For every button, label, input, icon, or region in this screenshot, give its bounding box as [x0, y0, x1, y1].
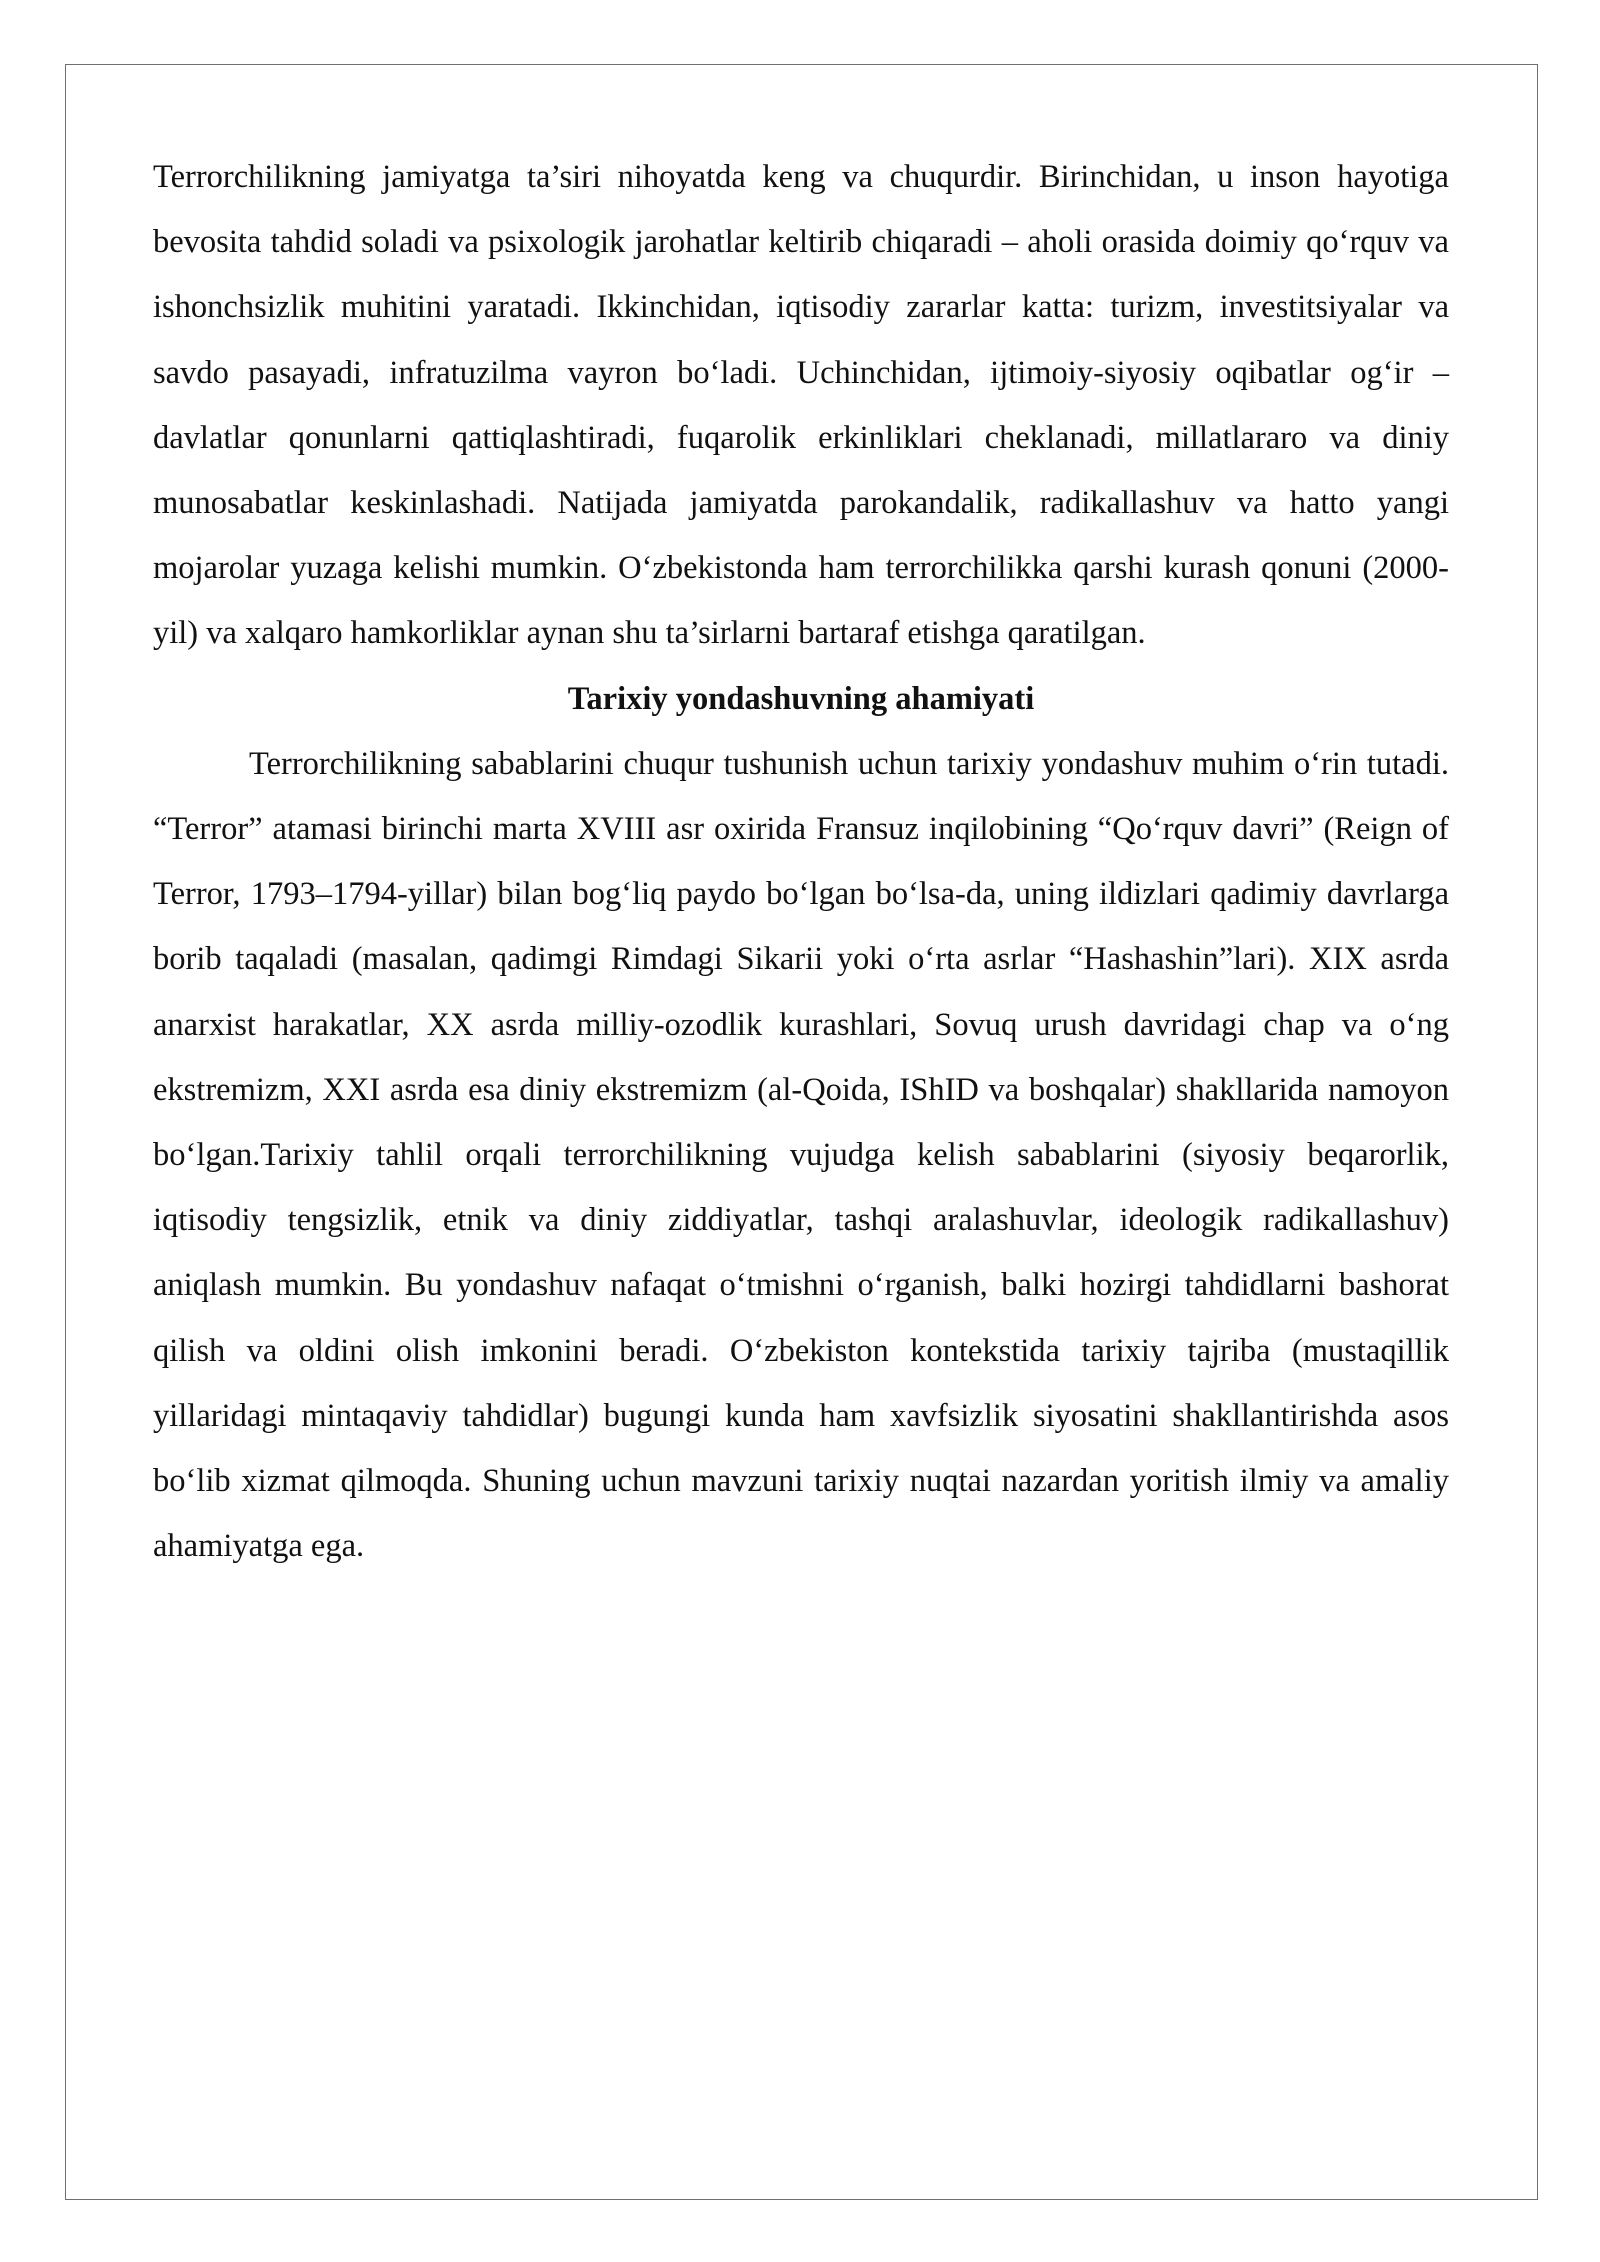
section-heading: Tarixiy yondashuvning ahamiyati	[567, 680, 1035, 717]
paragraph-historical-approach: Terrorchilikning sabablarini chuqur tushunish uchun tarixiy yondashuv muhim o‘rin tutadi. “Terror” atamasi birinchi marta XVIII asr oxirida Fransuz inqilobining “Qo‘rquv davri” (Reign of Terror, 1793–1794-yillar) bilan bog‘liq paydo bo‘lgan bo‘lsa-da, uning ildizlari qadimiy davrlarga borib taqaladi (masalan, qadimgi Rimdagi Sikarii yoki o‘rta asrlar “Hashashin”lari). XIX asrda anarxist harakatlar, XX asrda milliy-ozodlik kurashlari, Sovuq urush davridagi chap va o‘ng ekstremizm, XXI asrda esa diniy ekstremizm (al-Qoida, IShID va boshqalar) shakllarida namoyon bo‘lgan.Tarixiy tahlil orqali terrorchilikning vujudga kelish sabablarini (siyosiy beqarorlik, iqtisodiy tengsizlik, etnik va diniy ziddiyatlar, tashqi aralashuvlar, ideologik radikallashuv) aniqlash mumkin. Bu yondashuv nafaqat o‘tmishni o‘rganish, balki hozirgi tahdidlarni bashorat qilish va oldini olish imkonini beradi. O‘zbekiston kontekstida tarixiy tajriba (mustaqillik yillaridagi mintaqaviy tahdidlar) bugungi kunda ham xavfsizlik siyosatini shakllantirishda asos bo‘lib xizmat qilmoqda. Shuning uchun mavzuni tarixiy nuqtai nazardan yoritish ilmiy va amaliy ahamiyatga ega.	[153, 745, 1449, 1565]
document-body	[153, 145, 1449, 1579]
paragraph-impact: Terrorchilikning jamiyatga ta’siri nihoyatda keng va chuqurdir. Birinchidan, u inson hayotiga bevosita tahdid soladi va psixologik jarohatlar keltirib chiqaradi – aholi orasida doimiy qo‘rquv va ishonchsizlik muhitini yaratadi. Ikkinchidan, iqtisodiy zararlar katta: turizm, investitsiyalar va savdo pasayadi, infratuzilma vayron bo‘ladi. Uchinchidan, ijtimoiy-siyosiy oqibatlar og‘ir – davlatlar qonunlarni qattiqlashtiradi, fuqarolik erkinliklari cheklanadi, millatlararo va diniy munosabatlar keskinlashadi. Natijada jamiyatda parokandalik, radikallashuv va hatto yangi mojarolar yuzaga kelishi mumkin. O‘zbekistonda ham terrorchilikka qarshi kurash qonuni (2000-yil) va xalqaro hamkorliklar aynan shu ta’sirlarni bartaraf etishga qaratilgan.	[153, 159, 1449, 652]
